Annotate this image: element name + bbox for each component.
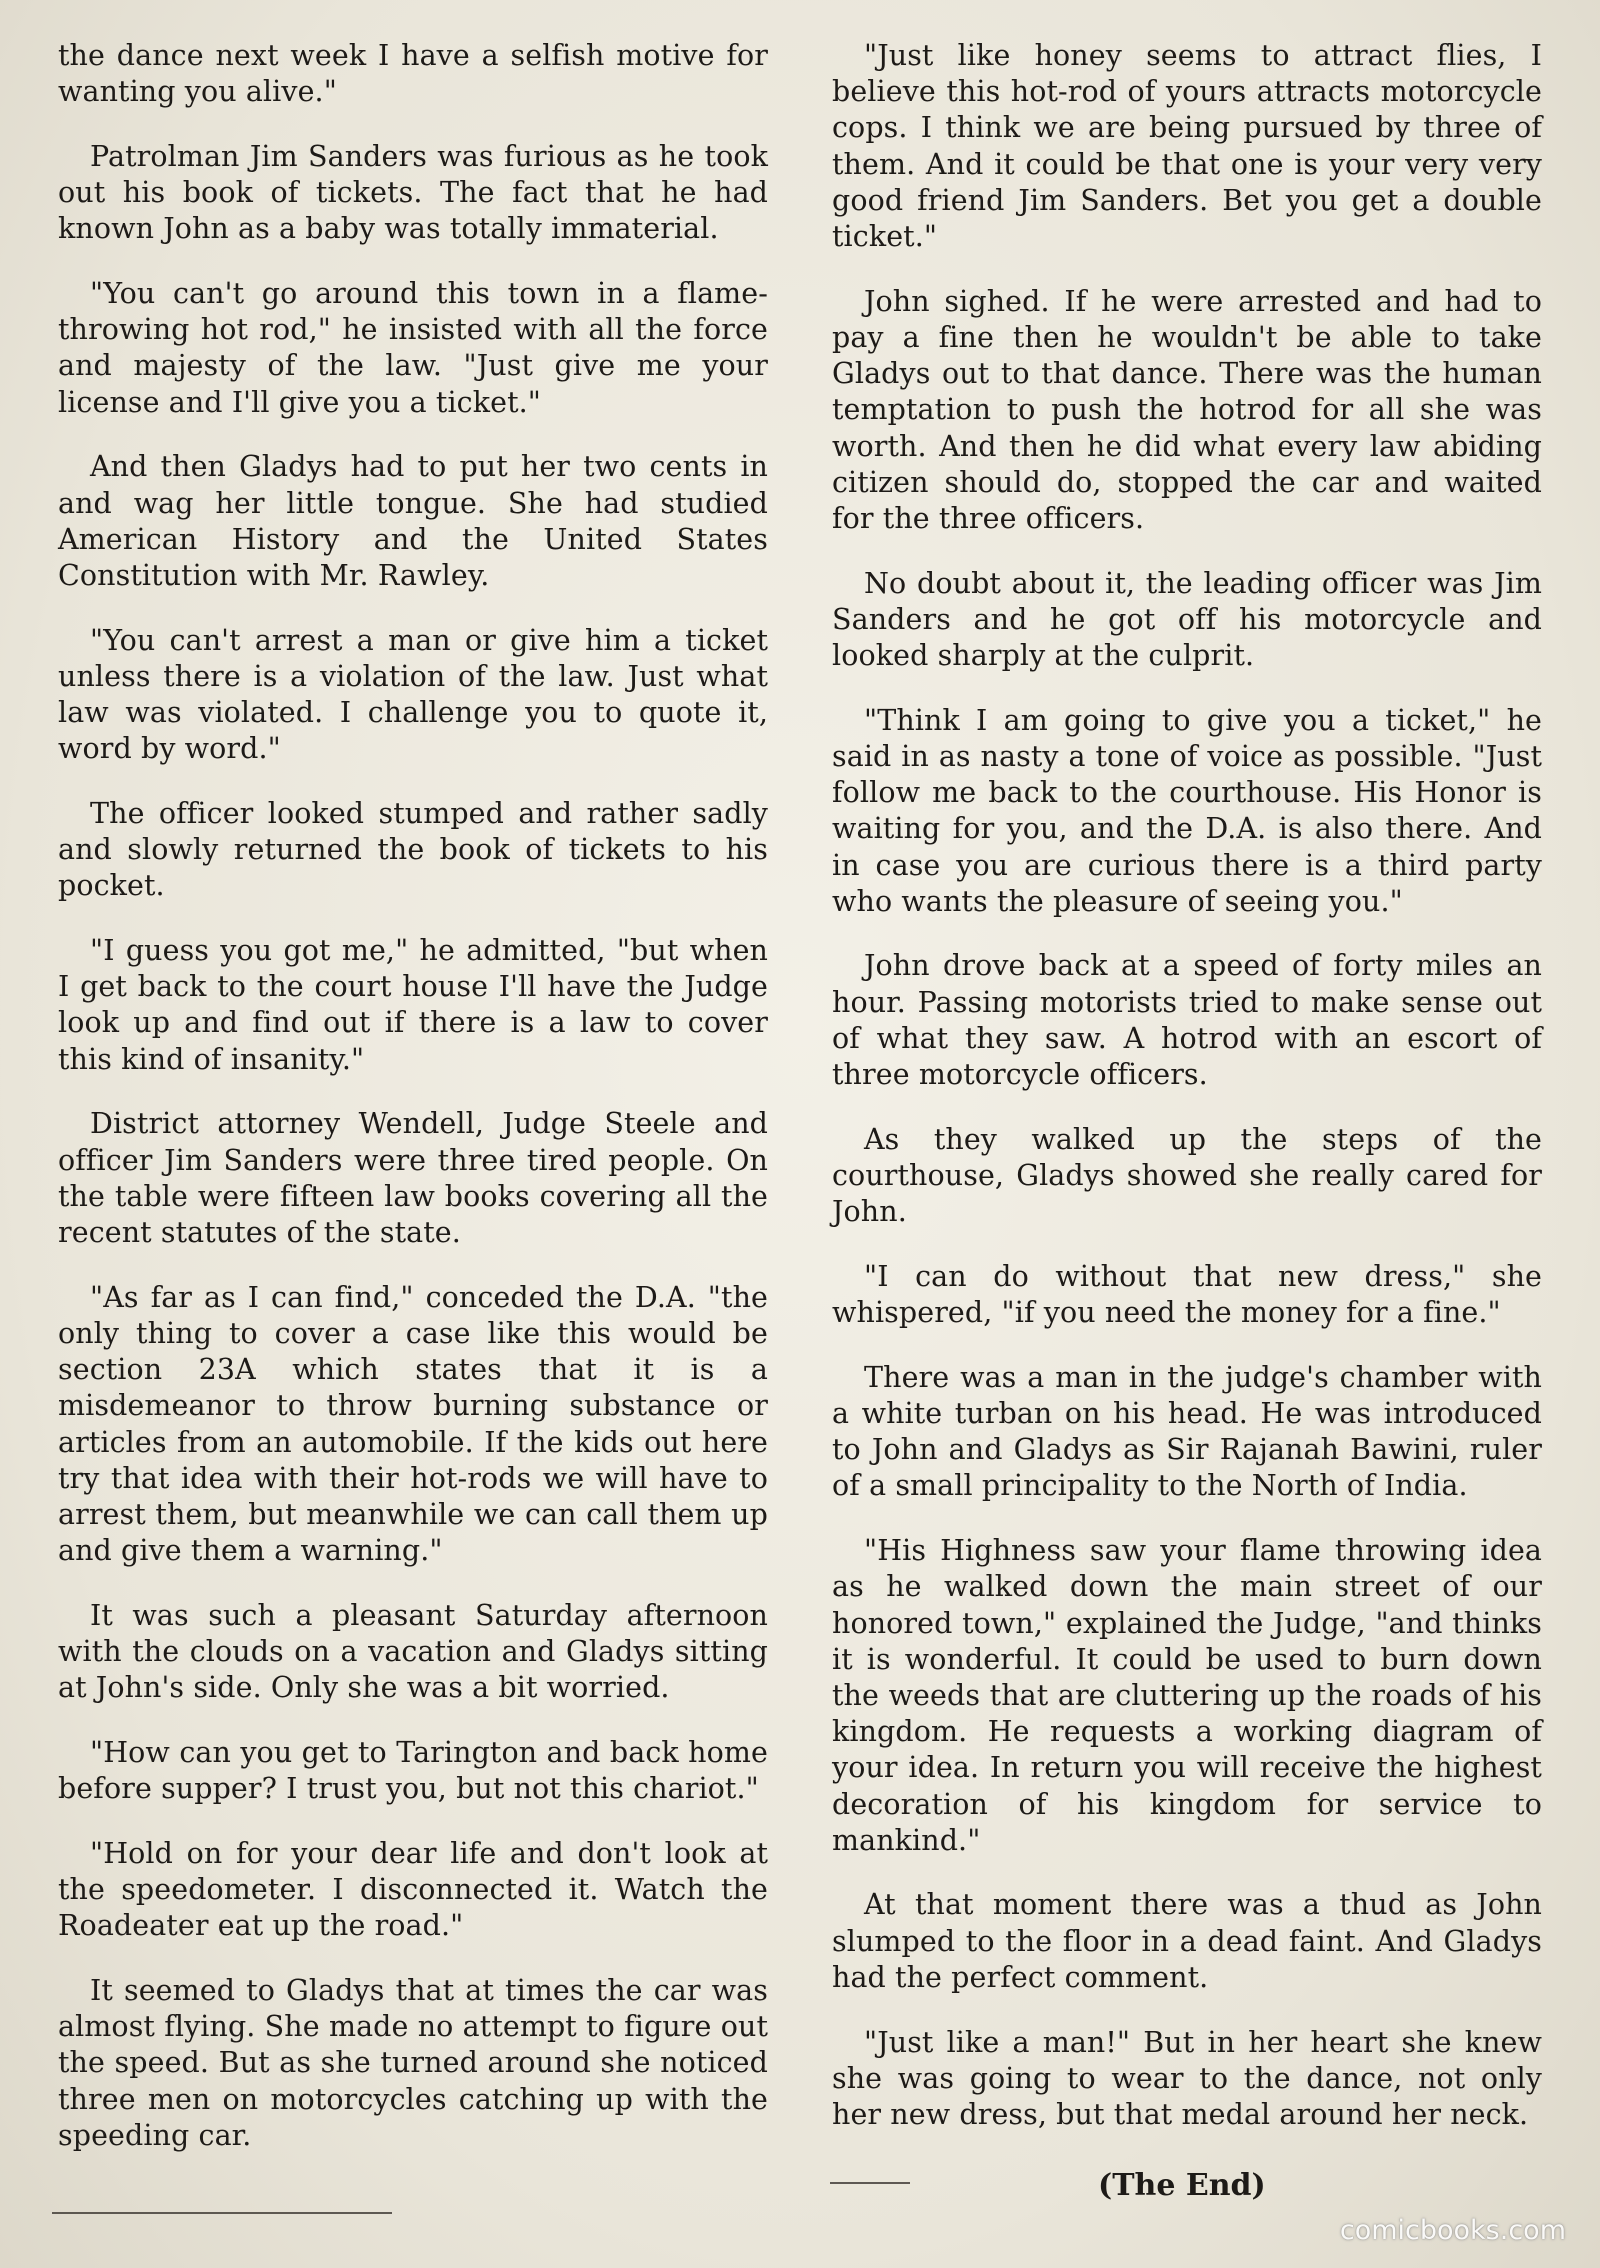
- paragraph: "You can't arrest a man or give him a ticket unless there is a violation of the law. Just what law was violated. I challenge you to quote it, word by word.": [58, 623, 768, 766]
- paragraph: "As far as I can find," conceded the D.A. "the only thing to cover a case like this would be section 23A which states that it is a misdemeanor to throw burning substance or articles from an automobile. If the kids out here try that idea with their hot-rods we will have to arrest them, but meanwhile we can call them up and give them a warning.": [58, 1280, 768, 1568]
- paragraph: "Think I am going to give you a ticket," he said in as nasty a tone of voice as possible. "Just follow me back to the courthouse. His Honor is waiting for you, and the D.A. is also there. And in case you are curious there is a third party who wants the pleasure of seeing you.": [832, 703, 1542, 918]
- paragraph: the dance next week I have a selfish motive for wanting you alive.": [58, 39, 768, 109]
- paragraph: There was a man in the judge's chamber with a white turban on his head. He was introduced to John and Gladys as Sir Rajanah Bawini, ruler of a small principality to the North of India.: [832, 1360, 1542, 1503]
- left-bottom-rule: [52, 2212, 392, 2214]
- left-text-column: [58, 38, 768, 2154]
- paragraph: It seemed to Gladys that at times the car was almost flying. She made no attempt to figure out the speed. But as she turned around she noticed three men on motorcycles catching up with the speeding car.: [58, 1973, 768, 2152]
- paragraph: "How can you get to Tarington and back home before supper? I trust you, but not this chariot.": [58, 1735, 768, 1806]
- paragraph: "Just like a man!" But in her heart she knew she was going to wear to the dance, not only her new dress, but that medal around her neck.: [832, 2025, 1542, 2131]
- paragraph: John drove back at a speed of forty miles an hour. Passing motorists tried to make sense out of what they saw. A hotrod with an escort of three motorcycle officers.: [832, 949, 1542, 1092]
- end-mark: (The End): [1098, 2168, 1266, 2203]
- paragraph: It was such a pleasant Saturday afternoon with the clouds on a vacation and Gladys sitting at John's side. Only she was a bit worried.: [58, 1598, 768, 1705]
- paragraph: "I guess you got me," he admitted, "but when I get back to the court house I'll have the Judge look up and find out if there is a law to cover this kind of insanity.": [58, 934, 768, 1076]
- paragraph: John sighed. If he were arrested and had to pay a fine then he wouldn't be able to take Gladys out to that dance. There was the human temptation to push the hotrod for all she was worth. And then he did what every law abiding citizen should do, stopped the car and waited for the three officers.: [832, 284, 1542, 535]
- paragraph: "His Highness saw your flame throwing idea as he walked down the main street of our honored town," explained the Judge, "and thinks it is wonderful. It could be used to burn down the weeds that are cluttering up the roads of his kingdom. He requests a working diagram of your idea. In return you will receive the highest decoration of his kingdom for service to mankind.": [832, 1534, 1542, 1857]
- paragraph: The officer looked stumped and rather sadly and slowly returned the book of tickets to his pocket.: [58, 796, 768, 903]
- paragraph: And then Gladys had to put her two cents in and wag her little tongue. She had studied American History and the United States Constitution with Mr. Rawley.: [58, 450, 768, 592]
- paragraph: "You can't go around this town in a flame-throwing hot rod," he insisted with all the force and majesty of the law. "Just give me your license and I'll give you a ticket.": [58, 277, 768, 419]
- right-text-column: [832, 38, 1542, 2133]
- watermark: comicbooks.com: [1339, 2215, 1566, 2246]
- right-bottom-rule: [830, 2182, 910, 2184]
- paragraph: At that moment there was a thud as John slumped to the floor in a dead faint. And Gladys had the perfect comment.: [832, 1888, 1542, 1994]
- paragraph: "I can do without that new dress," she whispered, "if you need the money for a fine.": [832, 1259, 1542, 1330]
- paragraph: District attorney Wendell, Judge Steele and officer Jim Sanders were three tired people. On the table were fifteen law books covering all the recent statutes of the state.: [58, 1107, 768, 1249]
- paragraph: Patrolman Jim Sanders was furious as he took out his book of tickets. The fact that he had known John as a baby was totally immaterial.: [58, 139, 768, 246]
- paragraph: As they walked up the steps of the courthouse, Gladys showed she really cared for John.: [832, 1122, 1542, 1229]
- paragraph: "Hold on for your dear life and don't look at the speedometer. I disconnected it. Watch the Roadeater eat up the road.": [58, 1836, 768, 1943]
- paragraph: "Just like honey seems to attract flies, I believe this hot-rod of yours attracts motorcycle cops. I think we are being pursued by three of them. And it could be that one is your very very good friend Jim Sanders. Bet you get a double ticket.": [832, 39, 1542, 254]
- paragraph: No doubt about it, the leading officer was Jim Sanders and he got off his motorcycle and looked sharply at the culprit.: [832, 566, 1542, 673]
